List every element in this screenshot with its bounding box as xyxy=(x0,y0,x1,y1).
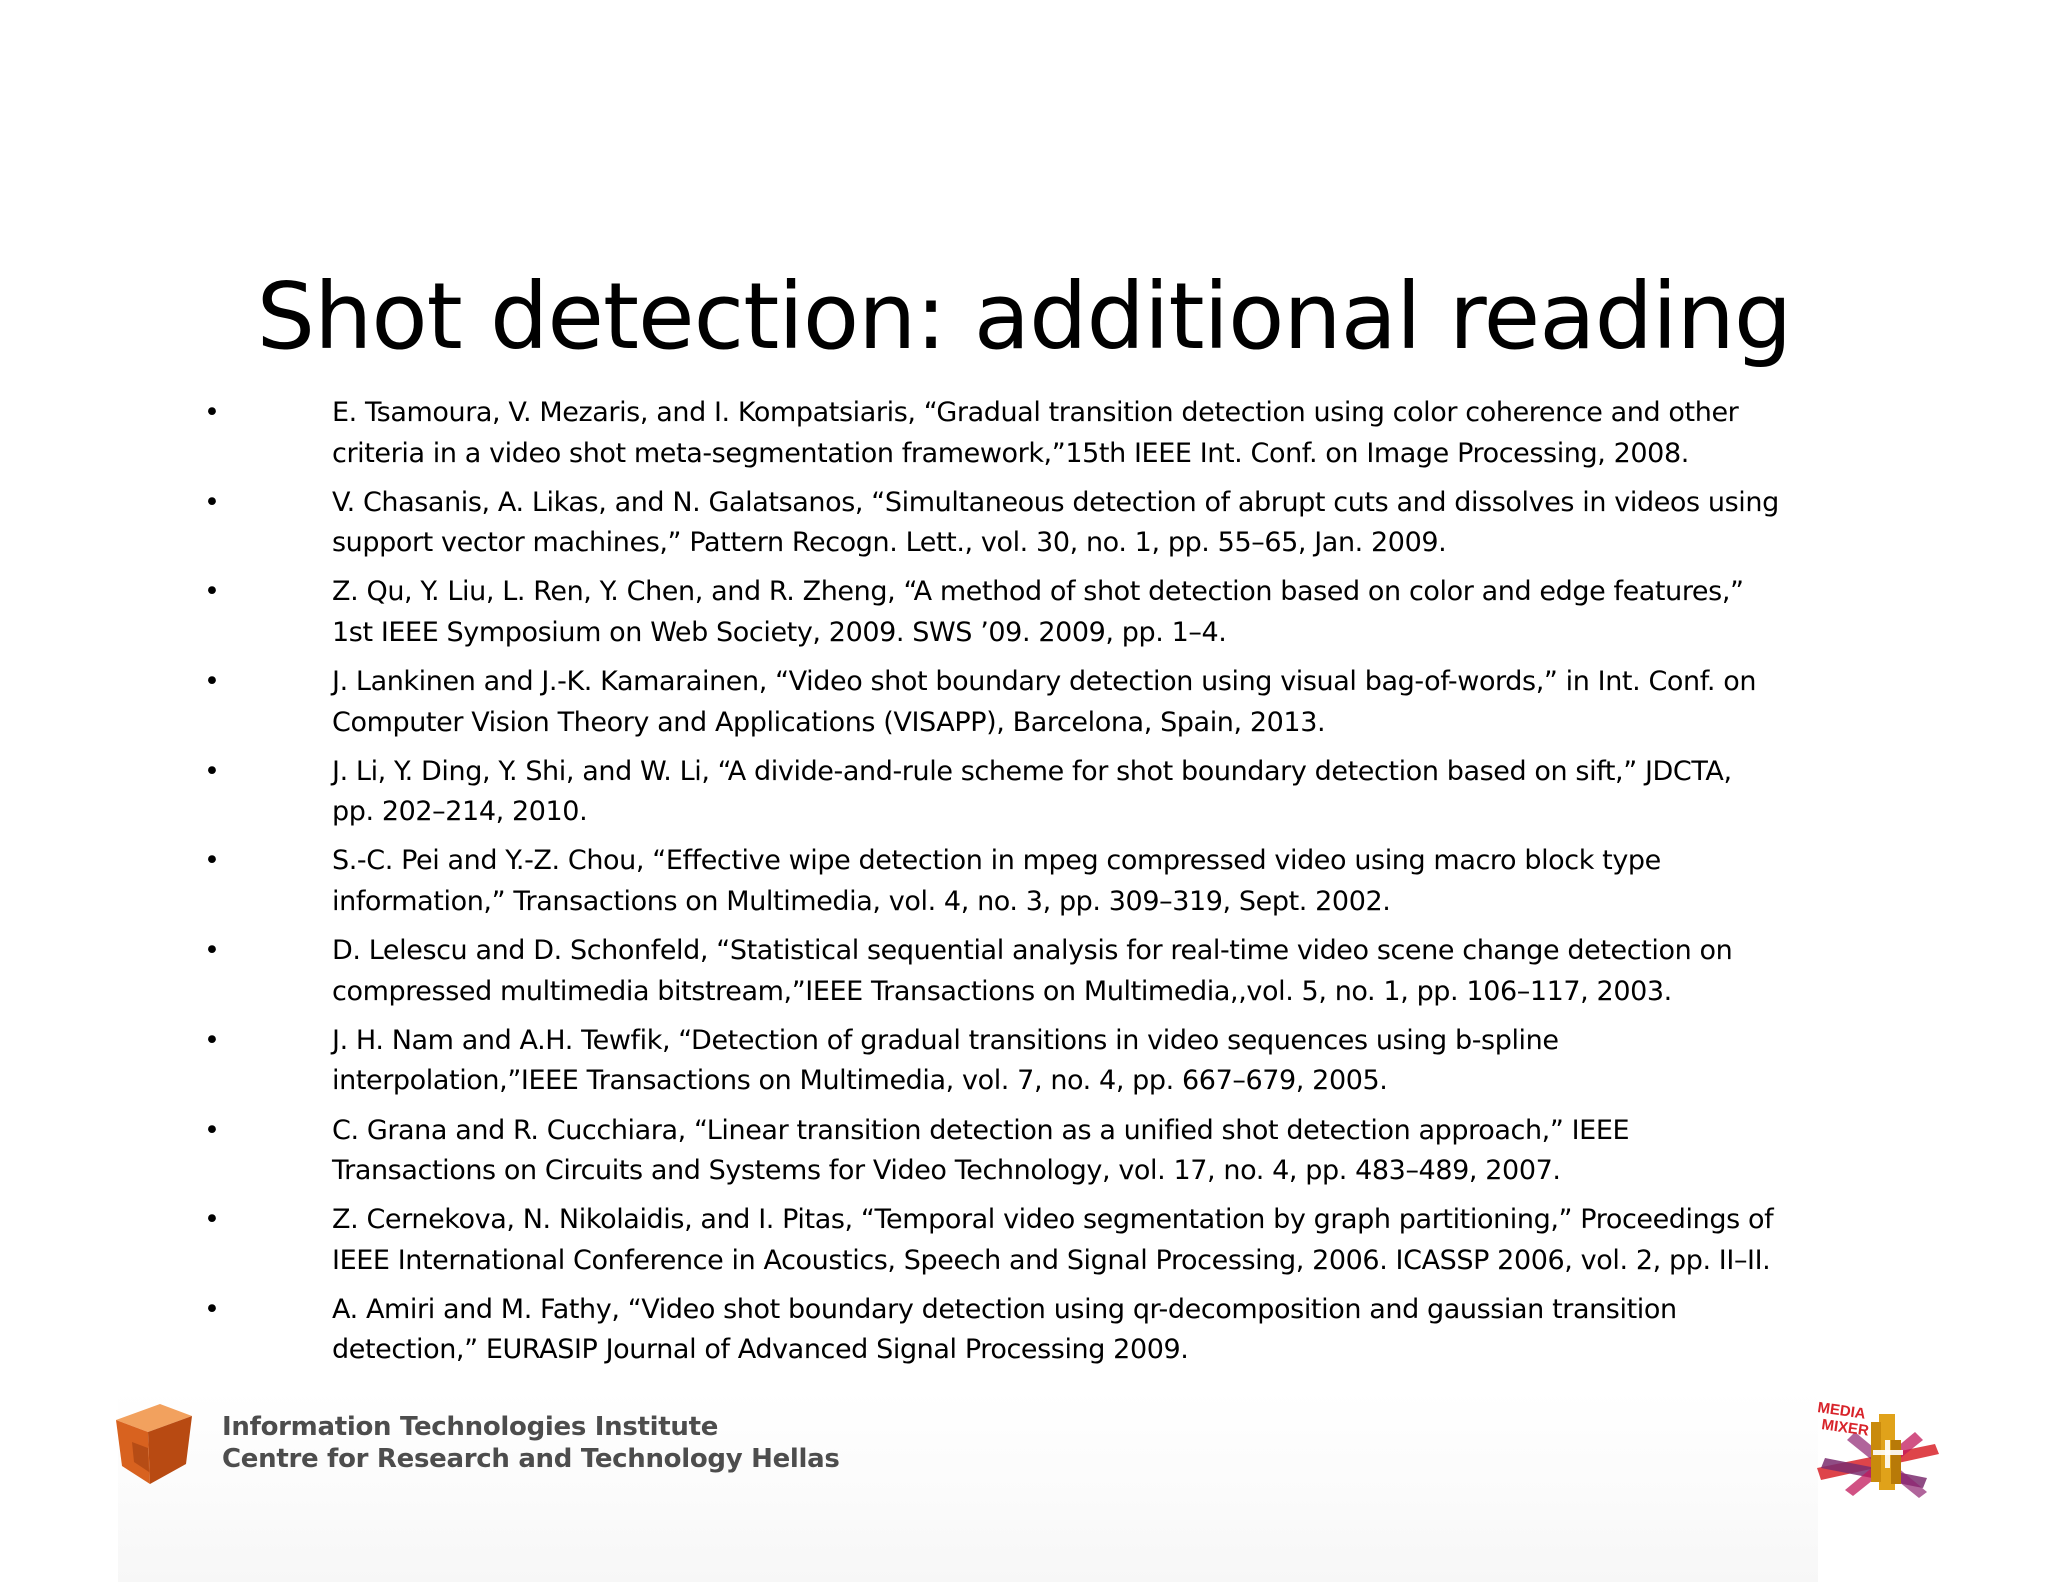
slide-title: Shot detection: additional reading xyxy=(256,262,1792,370)
media-mixer-logo-text-1: MEDIA xyxy=(1816,1399,1867,1423)
reference-text-line: D. Lelescu and D. Schonfeld, “Statistical sequential analysis for real-time video scene change detection on xyxy=(332,935,1733,967)
institute-name xyxy=(222,1411,840,1475)
media-mixer-logo-text-2: MIXER xyxy=(1820,1416,1870,1440)
reference-text-line: J. Lankinen and J.-K. Kamarainen, “Video shot boundary detection using visual bag-of-words,” in Int. Conf. on xyxy=(332,666,1757,698)
reference-item xyxy=(200,1200,1880,1281)
institute-line-2: Centre for Research and Technology Hellas xyxy=(222,1444,840,1474)
reference-item xyxy=(200,1290,1880,1371)
bullet-icon: • xyxy=(204,1204,220,1236)
reference-text-line: criteria in a video shot meta-segmentation framework,”15th IEEE Int. Conf. on Image Processing, 2008. xyxy=(332,437,1689,469)
reference-text-line: interpolation,”IEEE Transactions on Multimedia, vol. 7, no. 4, pp. 667–679, 2005. xyxy=(332,1065,1388,1097)
reference-item xyxy=(200,931,1880,1012)
bullet-icon: • xyxy=(204,1293,220,1325)
bullet-icon: • xyxy=(204,935,220,967)
bullet-icon: • xyxy=(204,755,220,787)
bullet-icon: • xyxy=(204,397,220,428)
reference-item xyxy=(200,1111,1880,1192)
reference-text-line: C. Grana and R. Cucchiara, “Linear transition detection as a unified shot detection approach,” IEEE xyxy=(332,1114,1630,1146)
reference-text-line: J. H. Nam and A.H. Tewfik, “Detection of gradual transitions in video sequences using b-spline xyxy=(332,1024,1559,1056)
reference-text-line: Computer Vision Theory and Applications (VISAPP), Barcelona, Spain, 2013. xyxy=(332,706,1326,738)
reference-list xyxy=(200,393,1880,1380)
reference-text-line: compressed multimedia bitstream,”IEEE Transactions on Multimedia,,vol. 5, no. 1, pp. 106–117, 2003. xyxy=(332,975,1672,1007)
reference-text-line: S.-C. Pei and Y.-Z. Chou, “Effective wipe detection in mpeg compressed video using macro block type xyxy=(332,845,1661,877)
bullet-icon: • xyxy=(204,1024,220,1056)
reference-text-line: support vector machines,” Pattern Recogn. Lett., vol. 30, no. 1, pp. 55–65, Jan. 2009. xyxy=(332,527,1447,559)
reference-text-line: A. Amiri and M. Fathy, “Video shot boundary detection using qr-decomposition and gaussian transition xyxy=(332,1293,1677,1325)
reference-item xyxy=(200,841,1880,922)
media-mixer-logo-icon xyxy=(1815,1392,1945,1500)
reference-text-line: information,” Transactions on Multimedia, vol. 4, no. 3, pp. 309–319, Sept. 2002. xyxy=(332,885,1391,917)
bullet-icon: • xyxy=(204,576,220,608)
reference-item xyxy=(200,483,1880,564)
reference-item xyxy=(200,393,1880,474)
bullet-icon: • xyxy=(204,666,220,698)
bullet-icon: • xyxy=(204,845,220,877)
reference-text-line: IEEE International Conference in Acoustics, Speech and Signal Processing, 2006. ICASSP 2006, vol. 2, pp. II–II. xyxy=(332,1244,1771,1276)
iti-cube-logo-icon xyxy=(110,1398,196,1488)
bullet-icon: • xyxy=(204,1114,220,1146)
reference-text-line: E. Tsamoura, V. Mezaris, and I. Kompatsiaris, “Gradual transition detection using color coherence and other xyxy=(332,397,1739,428)
reference-item xyxy=(200,752,1880,833)
institute-line-1: Information Technologies Institute xyxy=(222,1412,719,1442)
reference-text-line: J. Li, Y. Ding, Y. Shi, and W. Li, “A divide-and-rule scheme for shot boundary detection based on sift,” JDCTA, xyxy=(332,755,1732,787)
reference-text-line: V. Chasanis, A. Likas, and N. Galatsanos, “Simultaneous detection of abrupt cuts and dissolves in videos using xyxy=(332,486,1779,518)
reference-item xyxy=(200,662,1880,743)
reference-text-line: Transactions on Circuits and Systems for Video Technology, vol. 17, no. 4, pp. 483–489, 2007. xyxy=(332,1155,1561,1186)
reference-text-line: 1st IEEE Symposium on Web Society, 2009. SWS ’09. 2009, pp. 1–4. xyxy=(332,616,1227,648)
reference-item xyxy=(200,572,1880,653)
reference-text-line: Z. Qu, Y. Liu, L. Ren, Y. Chen, and R. Zheng, “A method of shot detection based on color and edge features,” xyxy=(332,576,1744,608)
bullet-icon: • xyxy=(204,486,220,518)
reference-text-line: detection,” EURASIP Journal of Advanced Signal Processing 2009. xyxy=(332,1334,1189,1366)
reference-text-line: pp. 202–214, 2010. xyxy=(332,796,588,828)
reference-item xyxy=(200,1021,1880,1102)
reference-text-line: Z. Cernekova, N. Nikolaidis, and I. Pitas, “Temporal video segmentation by graph partitioning,” Proceedings of xyxy=(332,1204,1774,1236)
